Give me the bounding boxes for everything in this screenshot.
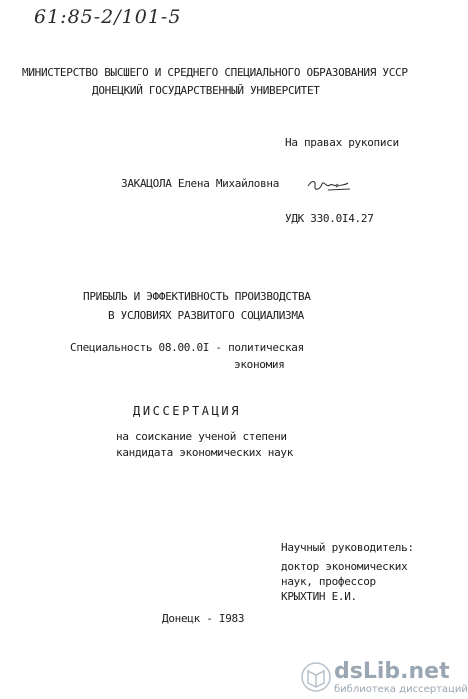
dslib-watermark[interactable]	[300, 659, 468, 697]
ministry-line: МИНИСТЕРСТВО ВЫСШЕГО И СРЕДНЕГО СПЕЦИАЛЬНОГО ОБРАЗОВАНИЯ УССР	[22, 66, 408, 79]
dslib-logo-icon	[300, 661, 332, 693]
author-name: ЗАКАЦОЛА Елена Михайловна	[121, 177, 280, 190]
supervisor-name: КРЫХТИН Е.И.	[281, 590, 357, 603]
place-and-year: Донецк - I983	[162, 612, 245, 625]
purpose-line-2: кандидата экономических наук	[116, 446, 294, 459]
supervisor-title: наук, профессор	[281, 575, 376, 588]
title-line-1: ПРИБЫЛЬ И ЭФФЕКТИВНОСТЬ ПРОИЗВОДСТВА	[83, 290, 311, 303]
archive-code: 61:85-2/101-5	[34, 6, 182, 28]
purpose-line-1: на соискание ученой степени	[116, 430, 287, 443]
supervisor-label: Научный руководитель:	[281, 541, 414, 554]
author-signature	[306, 176, 354, 196]
watermark-logo-text: dsLib.net	[334, 659, 450, 684]
supervisor-degree: доктор экономических	[281, 560, 408, 573]
specialty-line-1: Специальность 08.00.0I - политическая	[70, 341, 304, 354]
document-type: ДИССЕРТАЦИЯ	[133, 404, 242, 418]
watermark-subtitle: библиотека диссертаций	[334, 684, 468, 695]
rights-note: На правах рукописи	[285, 136, 399, 149]
title-line-2: В УСЛОВИЯХ РАЗВИТОГО СОЦИАЛИЗМА	[108, 309, 304, 322]
udc-code: УДК 330.0I4.27	[285, 212, 374, 225]
specialty-line-2: экономия	[234, 358, 285, 371]
university-line: ДОНЕЦКИЙ ГОСУДАРСТВЕННЫЙ УНИВЕРСИТЕТ	[92, 84, 320, 97]
